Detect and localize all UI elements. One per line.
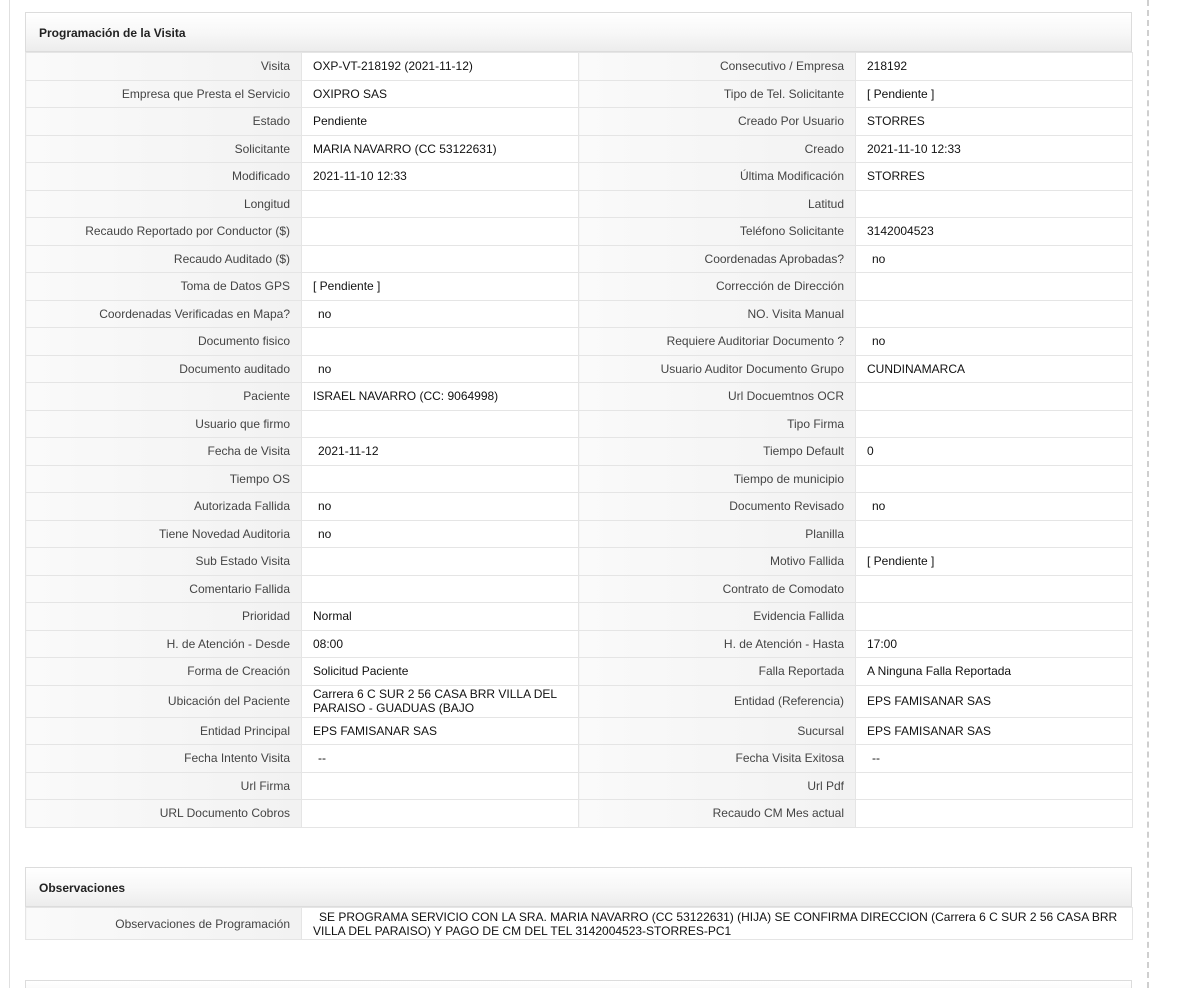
field-label: Sub Estado Visita — [26, 548, 302, 576]
section-observaciones — [25, 867, 1132, 940]
field-label: NO. Visita Manual — [579, 300, 856, 328]
field-value: [ Pendiente ] — [302, 273, 579, 301]
field-value — [856, 772, 1133, 800]
field-value — [302, 410, 579, 438]
field-label: Requiere Auditoriar Documento ? — [579, 328, 856, 356]
table-row — [26, 355, 1133, 383]
field-value — [302, 548, 579, 576]
table-row — [26, 745, 1133, 773]
field-value: 3142004523 — [856, 218, 1133, 246]
field-value: Pendiente — [302, 108, 579, 136]
field-value: Normal — [302, 603, 579, 631]
field-value — [856, 410, 1133, 438]
field-value: Carrera 6 C SUR 2 56 CASA BRR VILLA DEL PARAISO - GUADUAS (BAJO — [302, 685, 579, 717]
field-value: MARIA NAVARRO (CC 53122631) — [302, 135, 579, 163]
field-label: Teléfono Solicitante — [579, 218, 856, 246]
table-row — [26, 603, 1133, 631]
field-label: Url Docuemtnos OCR — [579, 383, 856, 411]
field-label: Empresa que Presta el Servicio — [26, 80, 302, 108]
field-label: Toma de Datos GPS — [26, 273, 302, 301]
table-row — [26, 410, 1133, 438]
table-row — [26, 438, 1133, 466]
field-value: STORRES — [856, 163, 1133, 191]
table-row — [26, 908, 1133, 940]
field-label: Documento auditado — [26, 355, 302, 383]
table-row — [26, 135, 1133, 163]
table-row — [26, 717, 1133, 745]
field-value: no — [302, 355, 579, 383]
field-label: Sucursal — [579, 717, 856, 745]
field-label: Última Modificación — [579, 163, 856, 191]
field-label: Motivo Fallida — [579, 548, 856, 576]
table-row — [26, 772, 1133, 800]
field-label: Recaudo CM Mes actual — [579, 800, 856, 828]
field-value — [856, 273, 1133, 301]
table-row — [26, 465, 1133, 493]
field-value — [856, 465, 1133, 493]
field-label: Contrato de Comodato — [579, 575, 856, 603]
field-label: Documento Revisado — [579, 493, 856, 521]
field-value — [856, 190, 1133, 218]
field-label: Solicitante — [26, 135, 302, 163]
field-label: Fecha Visita Exitosa — [579, 745, 856, 773]
field-value: -- — [302, 745, 579, 773]
field-label: Coordenadas Verificadas en Mapa? — [26, 300, 302, 328]
field-value: EPS FAMISANAR SAS — [856, 717, 1133, 745]
table-row — [26, 300, 1133, 328]
field-value — [302, 772, 579, 800]
field-value — [856, 800, 1133, 828]
table-row — [26, 245, 1133, 273]
table-row — [26, 190, 1133, 218]
section-title-observaciones: Observaciones — [25, 867, 1132, 907]
field-value: no — [856, 328, 1133, 356]
field-value — [856, 603, 1133, 631]
field-label: Tiempo de municipio — [579, 465, 856, 493]
field-value: 17:00 — [856, 630, 1133, 658]
field-label: Tiempo OS — [26, 465, 302, 493]
field-value: ISRAEL NAVARRO (CC: 9064998) — [302, 383, 579, 411]
observaciones-table — [25, 907, 1133, 940]
field-label: Fecha Intento Visita — [26, 745, 302, 773]
field-value: OXP-VT-218192 (2021-11-12) — [302, 53, 579, 81]
field-value — [856, 575, 1133, 603]
field-label: Planilla — [579, 520, 856, 548]
field-value: 08:00 — [302, 630, 579, 658]
field-value — [856, 520, 1133, 548]
table-row — [26, 800, 1133, 828]
field-label: Prioridad — [26, 603, 302, 631]
field-value: 0 — [856, 438, 1133, 466]
field-label: Tiene Novedad Auditoria — [26, 520, 302, 548]
field-label: Usuario que firmo — [26, 410, 302, 438]
table-row — [26, 630, 1133, 658]
field-label: H. de Atención - Hasta — [579, 630, 856, 658]
field-value — [302, 328, 579, 356]
table-row — [26, 53, 1133, 81]
field-label: Longitud — [26, 190, 302, 218]
field-label: URL Documento Cobros — [26, 800, 302, 828]
field-label: Documento fisico — [26, 328, 302, 356]
table-row — [26, 493, 1133, 521]
field-value — [856, 383, 1133, 411]
table-row — [26, 328, 1133, 356]
field-value — [302, 908, 1133, 940]
field-label: Tipo Firma — [579, 410, 856, 438]
field-label: Usuario Auditor Documento Grupo — [579, 355, 856, 383]
field-label: Coordenadas Aprobadas? — [579, 245, 856, 273]
field-label: Recaudo Reportado por Conductor ($) — [26, 218, 302, 246]
table-row — [26, 575, 1133, 603]
field-value: 2021-11-10 12:33 — [856, 135, 1133, 163]
field-label: Entidad Principal — [26, 717, 302, 745]
field-value — [302, 190, 579, 218]
field-label: Paciente — [26, 383, 302, 411]
field-label: Forma de Creación — [26, 658, 302, 686]
field-value — [302, 218, 579, 246]
field-label: Ubicación del Paciente — [26, 685, 302, 717]
field-label: Entidad (Referencia) — [579, 685, 856, 717]
field-label: Comentario Fallida — [26, 575, 302, 603]
field-value: 218192 — [856, 53, 1133, 81]
field-label: Fecha de Visita — [26, 438, 302, 466]
section-programacion — [25, 12, 1132, 828]
programacion-table — [25, 52, 1133, 828]
field-value: STORRES — [856, 108, 1133, 136]
field-label: Url Firma — [26, 772, 302, 800]
right-dashed-divider — [1147, 0, 1149, 988]
left-border — [9, 0, 10, 988]
field-value: 2021-11-10 12:33 — [302, 163, 579, 191]
field-label: Visita — [26, 53, 302, 81]
field-value: no — [302, 493, 579, 521]
field-label: Creado — [579, 135, 856, 163]
field-value: A Ninguna Falla Reportada — [856, 658, 1133, 686]
field-label: Tipo de Tel. Solicitante — [579, 80, 856, 108]
table-row — [26, 520, 1133, 548]
field-label: Recaudo Auditado ($) — [26, 245, 302, 273]
field-value: EPS FAMISANAR SAS — [856, 685, 1133, 717]
field-value — [302, 800, 579, 828]
field-label: Tiempo Default — [579, 438, 856, 466]
table-row — [26, 273, 1133, 301]
field-value — [856, 300, 1133, 328]
field-label: Falla Reportada — [579, 658, 856, 686]
field-value — [302, 465, 579, 493]
table-row — [26, 658, 1133, 686]
field-value: [ Pendiente ] — [856, 548, 1133, 576]
table-row — [26, 163, 1133, 191]
field-label: H. de Atención - Desde — [26, 630, 302, 658]
field-label: Corrección de Dirección — [579, 273, 856, 301]
field-label: Observaciones de Programación — [26, 908, 302, 940]
field-value: 2021-11-12 — [302, 438, 579, 466]
field-label: Url Pdf — [579, 772, 856, 800]
observaciones-text: SE PROGRAMA SERVICIO CON LA SRA. MARIA NAVARRO (CC 53122631) (HIJA) SE CONFIRMA DIRECCION (Carrera 6 C SUR 2 56 CASA BRR VILLA DEL PARAISO) Y PAGO DE CM DEL TEL 3142004523-STORRES-PC1 — [313, 909, 1118, 938]
table-row — [26, 548, 1133, 576]
table-row — [26, 108, 1133, 136]
field-value — [302, 575, 579, 603]
table-row — [26, 218, 1133, 246]
field-value: [ Pendiente ] — [856, 80, 1133, 108]
field-label: Latitud — [579, 190, 856, 218]
table-row — [26, 383, 1133, 411]
field-value: EPS FAMISANAR SAS — [302, 717, 579, 745]
field-label: Autorizada Fallida — [26, 493, 302, 521]
field-value: no — [856, 245, 1133, 273]
next-section-header — [25, 980, 1132, 988]
field-value: CUNDINAMARCA — [856, 355, 1133, 383]
field-label: Estado — [26, 108, 302, 136]
field-value: Solicitud Paciente — [302, 658, 579, 686]
field-value: no — [302, 300, 579, 328]
table-row — [26, 685, 1133, 717]
table-row — [26, 80, 1133, 108]
field-value: -- — [856, 745, 1133, 773]
field-value: OXIPRO SAS — [302, 80, 579, 108]
field-label: Modificado — [26, 163, 302, 191]
section-title-programacion: Programación de la Visita — [25, 12, 1132, 52]
field-label: Evidencia Fallida — [579, 603, 856, 631]
field-value — [302, 245, 579, 273]
field-value: no — [856, 493, 1133, 521]
field-value: no — [302, 520, 579, 548]
field-label: Consecutivo / Empresa — [579, 53, 856, 81]
field-label: Creado Por Usuario — [579, 108, 856, 136]
